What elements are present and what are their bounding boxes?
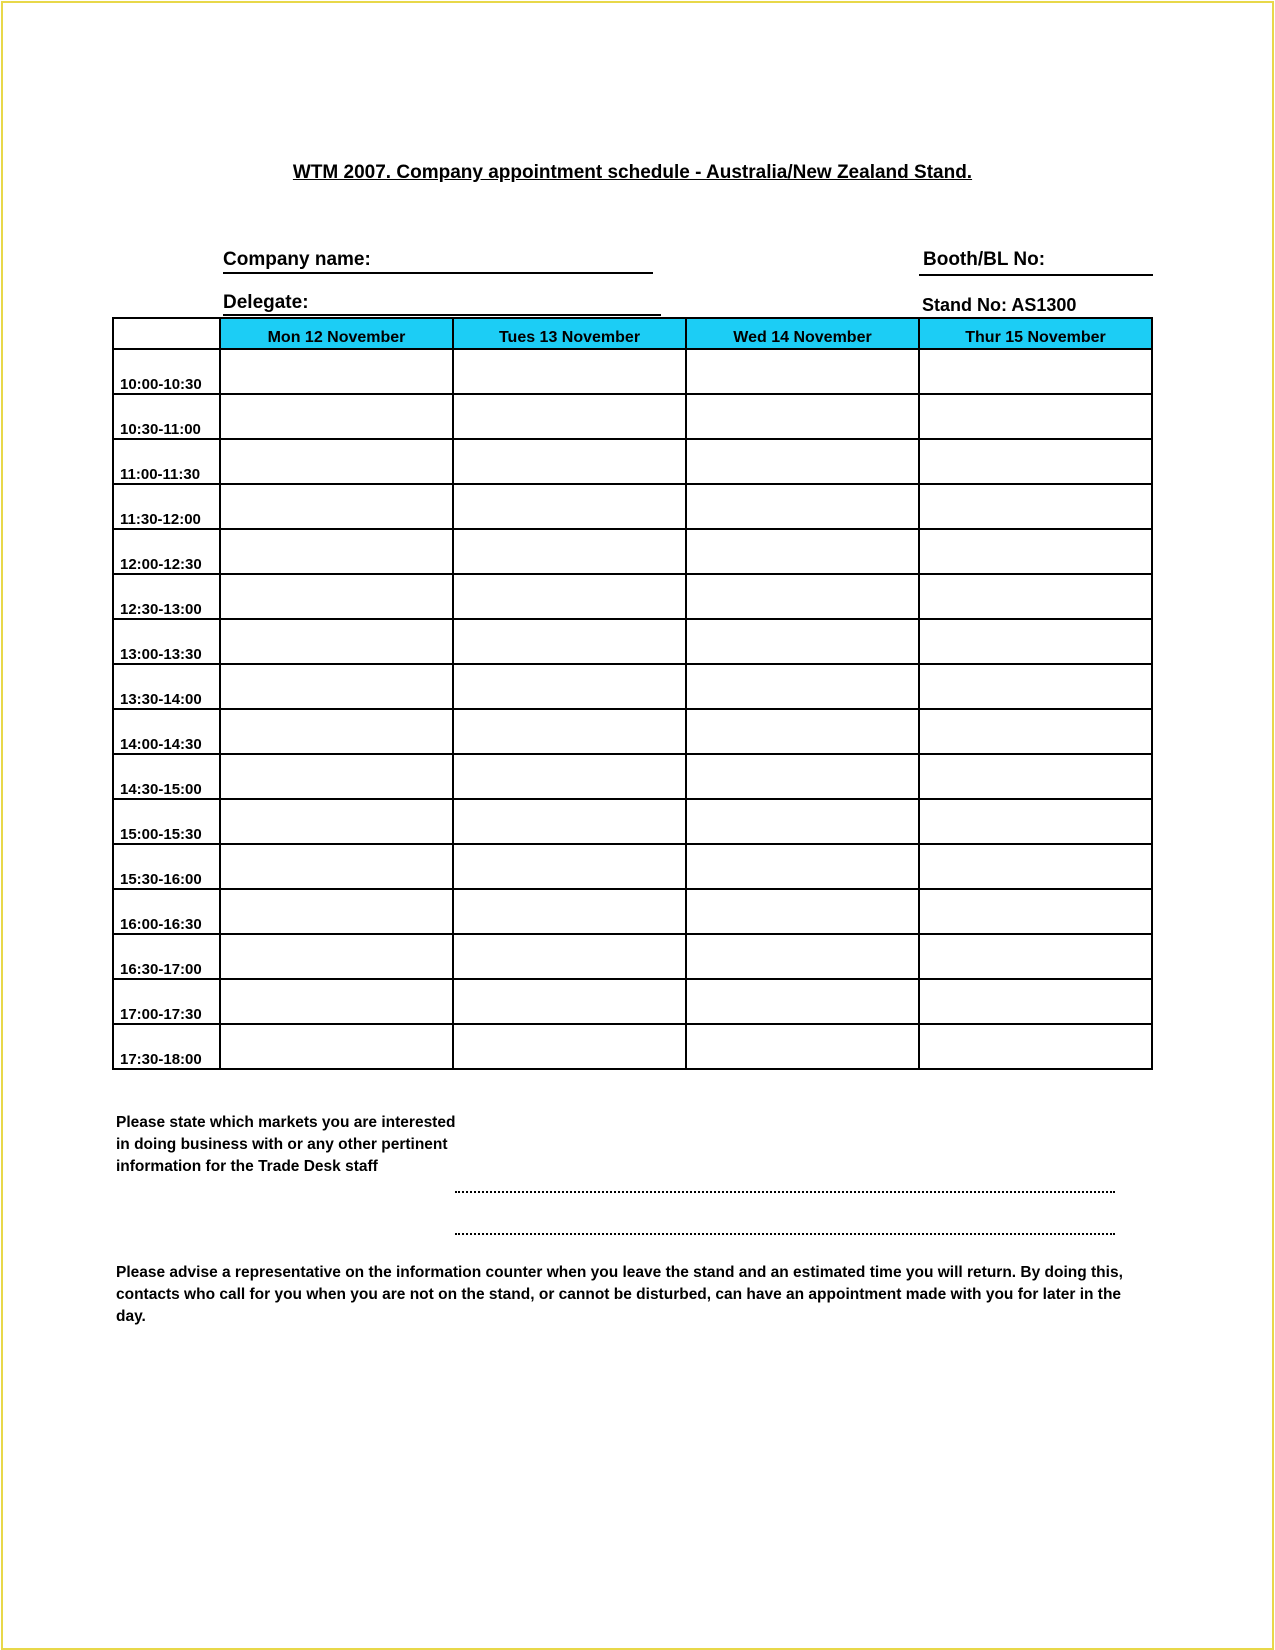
- booth-number-field[interactable]: [919, 274, 1153, 276]
- appointment-cell[interactable]: [453, 754, 686, 799]
- schedule-row: [113, 529, 1152, 574]
- time-slot-label: 14:30-15:00: [113, 754, 220, 799]
- schedule-row: [113, 439, 1152, 484]
- appointment-cell[interactable]: [453, 799, 686, 844]
- appointment-cell[interactable]: [919, 754, 1152, 799]
- time-slot-label: 10:00-10:30: [113, 349, 220, 394]
- appointment-cell[interactable]: [919, 709, 1152, 754]
- appointment-cell[interactable]: [453, 934, 686, 979]
- appointment-cell[interactable]: [220, 844, 453, 889]
- appointment-cell[interactable]: [220, 349, 453, 394]
- appointment-cell[interactable]: [453, 1024, 686, 1069]
- schedule-row: [113, 754, 1152, 799]
- appointment-cell[interactable]: [919, 349, 1152, 394]
- time-slot-label: 17:30-18:00: [113, 1024, 220, 1069]
- appointment-cell[interactable]: [919, 799, 1152, 844]
- appointment-cell[interactable]: [919, 574, 1152, 619]
- schedule-body: [113, 349, 1152, 1069]
- schedule-row: [113, 979, 1152, 1024]
- schedule-row: [113, 1024, 1152, 1069]
- appointment-cell[interactable]: [453, 394, 686, 439]
- schedule-corner-cell: [113, 318, 220, 349]
- company-name-label: Company name:: [223, 249, 371, 270]
- schedule-row: [113, 889, 1152, 934]
- time-slot-label: 15:00-15:30: [113, 799, 220, 844]
- appointment-cell[interactable]: [919, 934, 1152, 979]
- schedule-row: [113, 799, 1152, 844]
- time-slot-label: 14:00-14:30: [113, 709, 220, 754]
- schedule-row: [113, 574, 1152, 619]
- delegate-field[interactable]: [223, 314, 661, 316]
- appointment-cell[interactable]: [453, 979, 686, 1024]
- appointment-cell[interactable]: [220, 529, 453, 574]
- appointment-cell[interactable]: [220, 799, 453, 844]
- appointment-cell[interactable]: [686, 979, 919, 1024]
- appointment-cell[interactable]: [686, 889, 919, 934]
- appointment-cell[interactable]: [220, 619, 453, 664]
- appointment-cell[interactable]: [686, 529, 919, 574]
- appointment-cell[interactable]: [686, 709, 919, 754]
- appointment-cell[interactable]: [453, 529, 686, 574]
- time-slot-label: 16:30-17:00: [113, 934, 220, 979]
- appointment-cell[interactable]: [686, 754, 919, 799]
- schedule-row: [113, 934, 1152, 979]
- appointment-cell[interactable]: [453, 889, 686, 934]
- company-name-field[interactable]: [223, 272, 653, 274]
- appointment-cell[interactable]: [686, 664, 919, 709]
- appointment-cell[interactable]: [220, 934, 453, 979]
- time-slot-label: 15:30-16:00: [113, 844, 220, 889]
- appointment-cell[interactable]: [919, 889, 1152, 934]
- appointment-cell[interactable]: [220, 484, 453, 529]
- appointment-cell[interactable]: [220, 709, 453, 754]
- advice-paragraph: Please advise a representative on the information counter when you leave the stand and an estimated time you will return. By doing this, contacts who call for you when you are not on the stand, or cannot be disturbed, can have an appointment made with you for later in the day.: [116, 1264, 1123, 1325]
- appointment-cell[interactable]: [453, 484, 686, 529]
- appointment-cell[interactable]: [686, 574, 919, 619]
- appointment-cell[interactable]: [686, 799, 919, 844]
- time-slot-label: 13:00-13:30: [113, 619, 220, 664]
- appointment-cell[interactable]: [919, 619, 1152, 664]
- schedule-row: [113, 619, 1152, 664]
- appointment-cell[interactable]: [919, 844, 1152, 889]
- appointment-cell[interactable]: [686, 484, 919, 529]
- page-title: WTM 2007. Company appointment schedule - Australia/New Zealand Stand.: [292, 162, 973, 183]
- time-slot-label: 10:30-11:00: [113, 394, 220, 439]
- time-slot-label: 16:00-16:30: [113, 889, 220, 934]
- booth-number-label: Booth/BL No:: [923, 249, 1046, 270]
- appointment-cell[interactable]: [453, 349, 686, 394]
- appointment-cell[interactable]: [453, 844, 686, 889]
- appointment-cell[interactable]: [686, 934, 919, 979]
- markets-info-line-1[interactable]: [455, 1191, 1115, 1193]
- appointment-cell[interactable]: [220, 979, 453, 1024]
- day-header: Tues 13 November: [453, 318, 686, 349]
- appointment-cell[interactable]: [220, 664, 453, 709]
- stand-number: Stand No: AS1300: [922, 295, 1077, 315]
- appointment-cell[interactable]: [686, 349, 919, 394]
- appointment-cell[interactable]: [919, 1024, 1152, 1069]
- appointment-cell[interactable]: [220, 574, 453, 619]
- appointment-cell[interactable]: [453, 574, 686, 619]
- appointment-cell[interactable]: [686, 844, 919, 889]
- schedule-row: [113, 394, 1152, 439]
- appointment-cell[interactable]: [220, 754, 453, 799]
- day-header: Thur 15 November: [919, 318, 1152, 349]
- schedule-header-row: [113, 318, 1152, 349]
- appointment-cell[interactable]: [220, 394, 453, 439]
- delegate-label: Delegate:: [223, 292, 309, 313]
- appointment-cell[interactable]: [919, 484, 1152, 529]
- appointment-cell[interactable]: [453, 619, 686, 664]
- appointment-cell[interactable]: [220, 439, 453, 484]
- time-slot-label: 11:00-11:30: [113, 439, 220, 484]
- schedule-row: [113, 844, 1152, 889]
- time-slot-label: 11:30-12:00: [113, 484, 220, 529]
- schedule-row: [113, 664, 1152, 709]
- appointment-cell[interactable]: [220, 1024, 453, 1069]
- schedule-row: [113, 349, 1152, 394]
- appointment-cell[interactable]: [919, 439, 1152, 484]
- appointment-cell[interactable]: [686, 1024, 919, 1069]
- appointment-cell[interactable]: [919, 394, 1152, 439]
- time-slot-label: 12:00-12:30: [113, 529, 220, 574]
- appointment-cell[interactable]: [220, 889, 453, 934]
- day-header: Mon 12 November: [220, 318, 453, 349]
- appointment-cell[interactable]: [453, 664, 686, 709]
- appointment-schedule-table: [112, 317, 1153, 1070]
- markets-info-line-2[interactable]: [455, 1233, 1115, 1235]
- schedule-row: [113, 709, 1152, 754]
- appointment-cell[interactable]: [919, 529, 1152, 574]
- appointment-cell[interactable]: [686, 619, 919, 664]
- appointment-cell[interactable]: [686, 439, 919, 484]
- time-slot-label: 12:30-13:00: [113, 574, 220, 619]
- day-header: Wed 14 November: [686, 318, 919, 349]
- time-slot-label: 17:00-17:30: [113, 979, 220, 1024]
- time-slot-label: 13:30-14:00: [113, 664, 220, 709]
- schedule-row: [113, 484, 1152, 529]
- appointment-cell[interactable]: [686, 394, 919, 439]
- appointment-cell[interactable]: [453, 709, 686, 754]
- appointment-cell[interactable]: [919, 979, 1152, 1024]
- appointment-cell[interactable]: [919, 664, 1152, 709]
- markets-info-prompt: Please state which markets you are interested in doing business with or any other pertinent information for the Trade Desk staff: [116, 1114, 456, 1175]
- appointment-cell[interactable]: [453, 439, 686, 484]
